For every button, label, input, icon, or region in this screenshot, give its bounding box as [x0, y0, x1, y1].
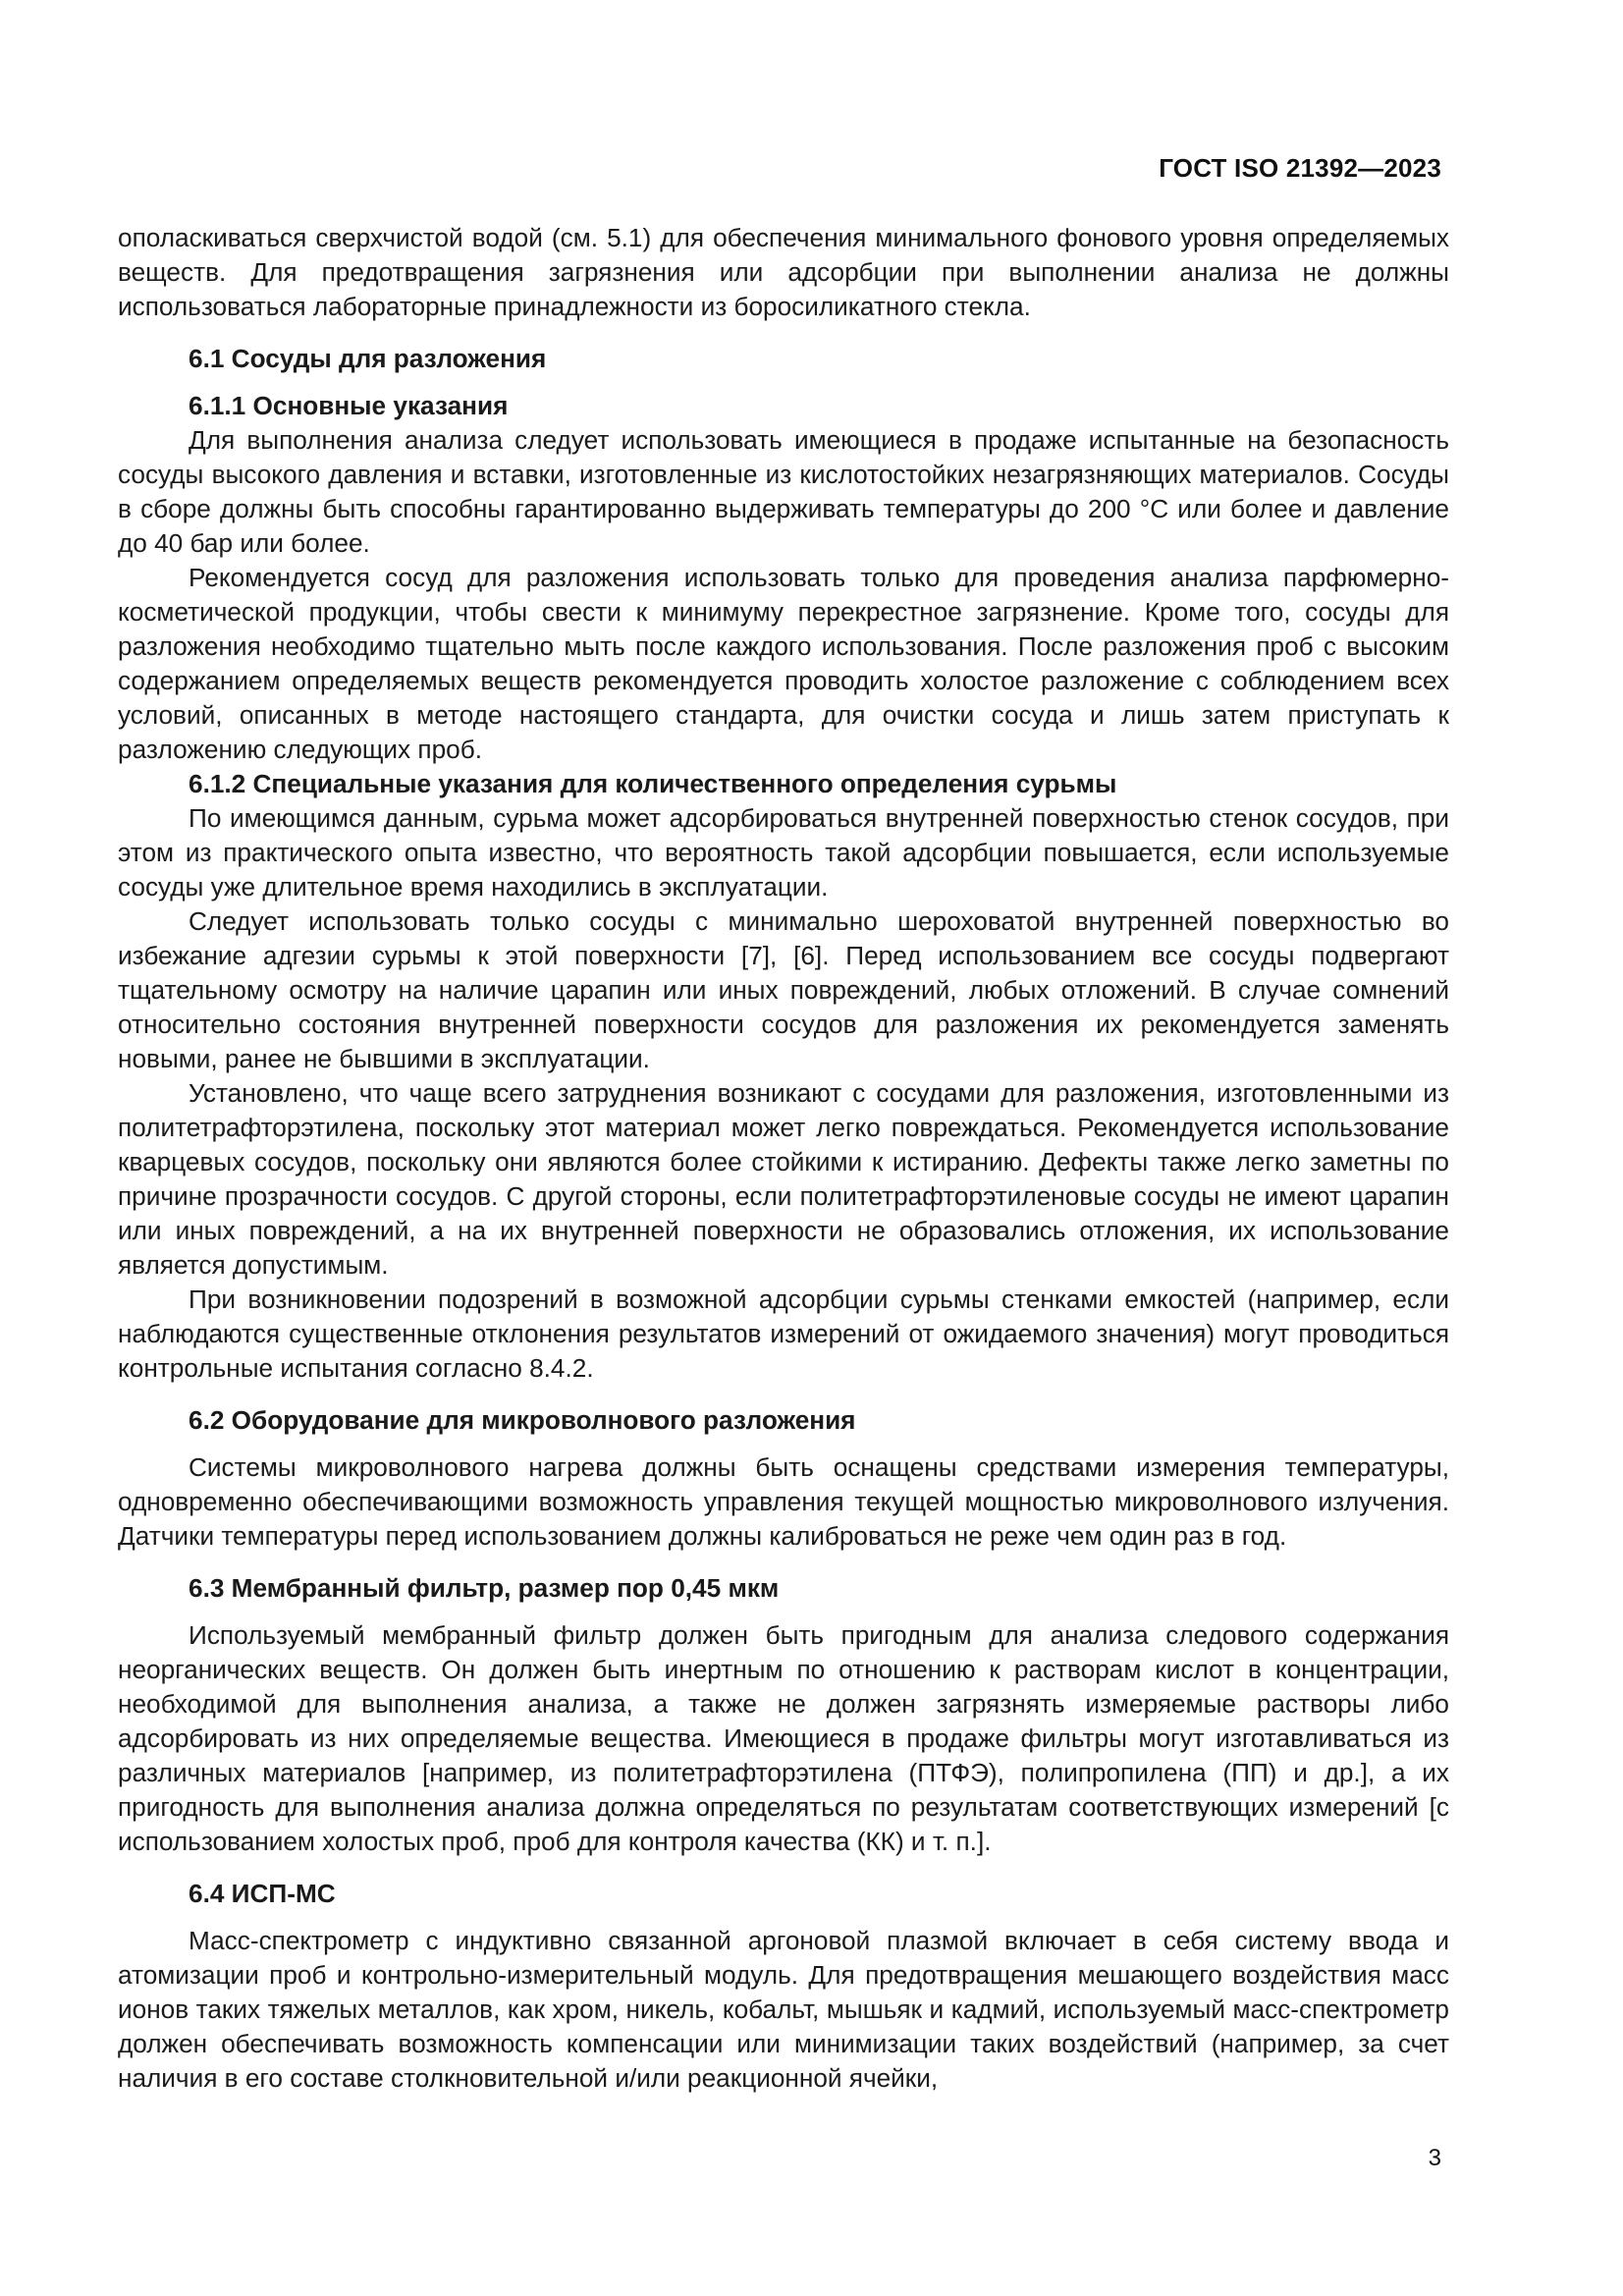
section-6-1-1-title: 6.1.1 Основные указания: [189, 391, 509, 420]
section-6-1-2-paragraph-1: По имеющимся данным, сурьма может адсорбироваться внутренней поверхностью стенок сосудов, при этом из практического опыта известно, что вероятность такой адсорбции повышается, если используемые сосуды уже длительное время находились в эксплуатации.: [118, 803, 1449, 902]
section-6-1-2-paragraph-2: Следует использовать только сосуды с минимально шероховатой внутренней поверхностью во избежание адгезии сурьмы к этой поверхности [7], [6]. Перед использованием все сосуды подвергают тщательному осмотру на наличие царапин или иных повреждений, любых отложений. В случае сомнений относительно состояния внутренней поверхности сосудов для разложения их рекомендуется заменять новыми, ранее не бывшими в эксплуатации.: [118, 906, 1449, 1073]
document-id-header: ГОСТ ISO 21392—2023: [1159, 153, 1441, 183]
section-6-2-paragraph-1: Системы микроволнового нагрева должны быть оснащены средствами измерения температуры, одновременно обеспечивающими возможность управления текущей мощностью микроволнового излучения. Датчики температуры перед использованием должны калиброваться не реже чем один раз в год.: [118, 1452, 1449, 1551]
section-6-1-2-paragraph-4: При возникновении подозрений в возможной адсорбции сурьмы стенками емкостей (например, если наблюдаются существенные отклонения результатов измерений от ожидаемого значения) могут проводиться контрольные испытания согласно 8.4.2.: [118, 1285, 1449, 1383]
section-6-1-title: 6.1 Сосуды для разложения: [189, 344, 547, 373]
document-body: [118, 221, 1449, 2096]
section-6-4-paragraph-1: Масс-спектрометр с индуктивно связанной аргоновой плазмой включает в себя систему ввода и атомизации проб и контрольно-измерительный модуль. Для предотвращения мешающего воздействия масс ионов таких тяжелых металлов, как хром, никель, кобальт, мышьяк и кадмий, используемый масс-спектрометр должен обеспечивать возможность компенсации или минимизации таких воздействий (например, за счет наличия в его составе столкновительной и/или реакционной ячейки,: [118, 1926, 1449, 2093]
section-6-1-1-paragraph-1: Для выполнения анализа следует использовать имеющиеся в продаже испытанные на безопасность сосуды высокого давления и вставки, изготовленные из кислотостойких незагрязняющих материалов. Сосуды в сборе должны быть способны гарантированно выдерживать температуры до 200 °С или более и давление до 40 бар или более.: [118, 425, 1449, 558]
intro-paragraph: ополаскиваться сверхчистой водой (см. 5.1) для обеспечения минимального фонового уровня определяемых веществ. Для предотвращения загрязнения или адсорбции при выполнении анализа не должны использоваться лабораторные принадлежности из боросиликатного стекла.: [118, 223, 1449, 321]
section-6-1-2-title: 6.1.2 Специальные указания для количественного определения сурьмы: [189, 769, 1117, 798]
section-6-1-1-paragraph-2: Рекомендуется сосуд для разложения использовать только для проведения анализа парфюмерно-косметической продукции, чтобы свести к минимуму перекрестное загрязнение. Кроме того, сосуды для разложения необходимо тщательно мыть после каждого использования. После разложения проб с высоким содержанием определяемых веществ рекомендуется проводить холостое разложение с соблюдением всех условий, описанных в методе настоящего стандарта, для очистки сосуда и лишь затем приступать к разложению следующих проб.: [118, 563, 1449, 764]
section-6-3-paragraph-1: Используемый мембранный фильтр должен быть пригодным для анализа следового содержания неорганических веществ. Он должен быть инертным по отношению к растворам кислот в концентрации, необходимой для выполнения анализа, а также не должен загрязнять измеряемые растворы либо адсорбировать из них определяемые вещества. Имеющиеся в продаже фильтры могут изготавливаться из различных материалов [например, из политетрафторэтилена (ПТФЭ), полипропилена (ПП) и др.], а их пригодность для выполнения анализа должна определяться по результатам соответствующих измерений [с использованием холостых проб, проб для контроля качества (КК) и т. п.].: [118, 1620, 1449, 1856]
section-6-3-title: 6.3 Мембранный фильтр, размер пор 0,45 мкм: [189, 1573, 780, 1603]
page-number: 3: [1428, 2145, 1441, 2171]
section-6-1-2-paragraph-3: Установлено, что чаще всего затруднения возникают с сосудами для разложения, изготовленными из политетрафторэтилена, поскольку этот материал может легко повреждаться. Рекомендуется использование кварцевых сосудов, поскольку они являются более стойкими к истиранию. Дефекты также легко заметны по причине прозрачности сосудов. С другой стороны, если политетрафторэтиленовые сосуды не имеют царапин или иных повреждений, а на их внутренней поверхности не образовались отложения, их использование является допустимым.: [118, 1078, 1449, 1280]
section-6-4-title: 6.4 ИСП-МС: [189, 1879, 336, 1908]
section-6-2-title: 6.2 Оборудование для микроволнового разложения: [189, 1405, 856, 1435]
